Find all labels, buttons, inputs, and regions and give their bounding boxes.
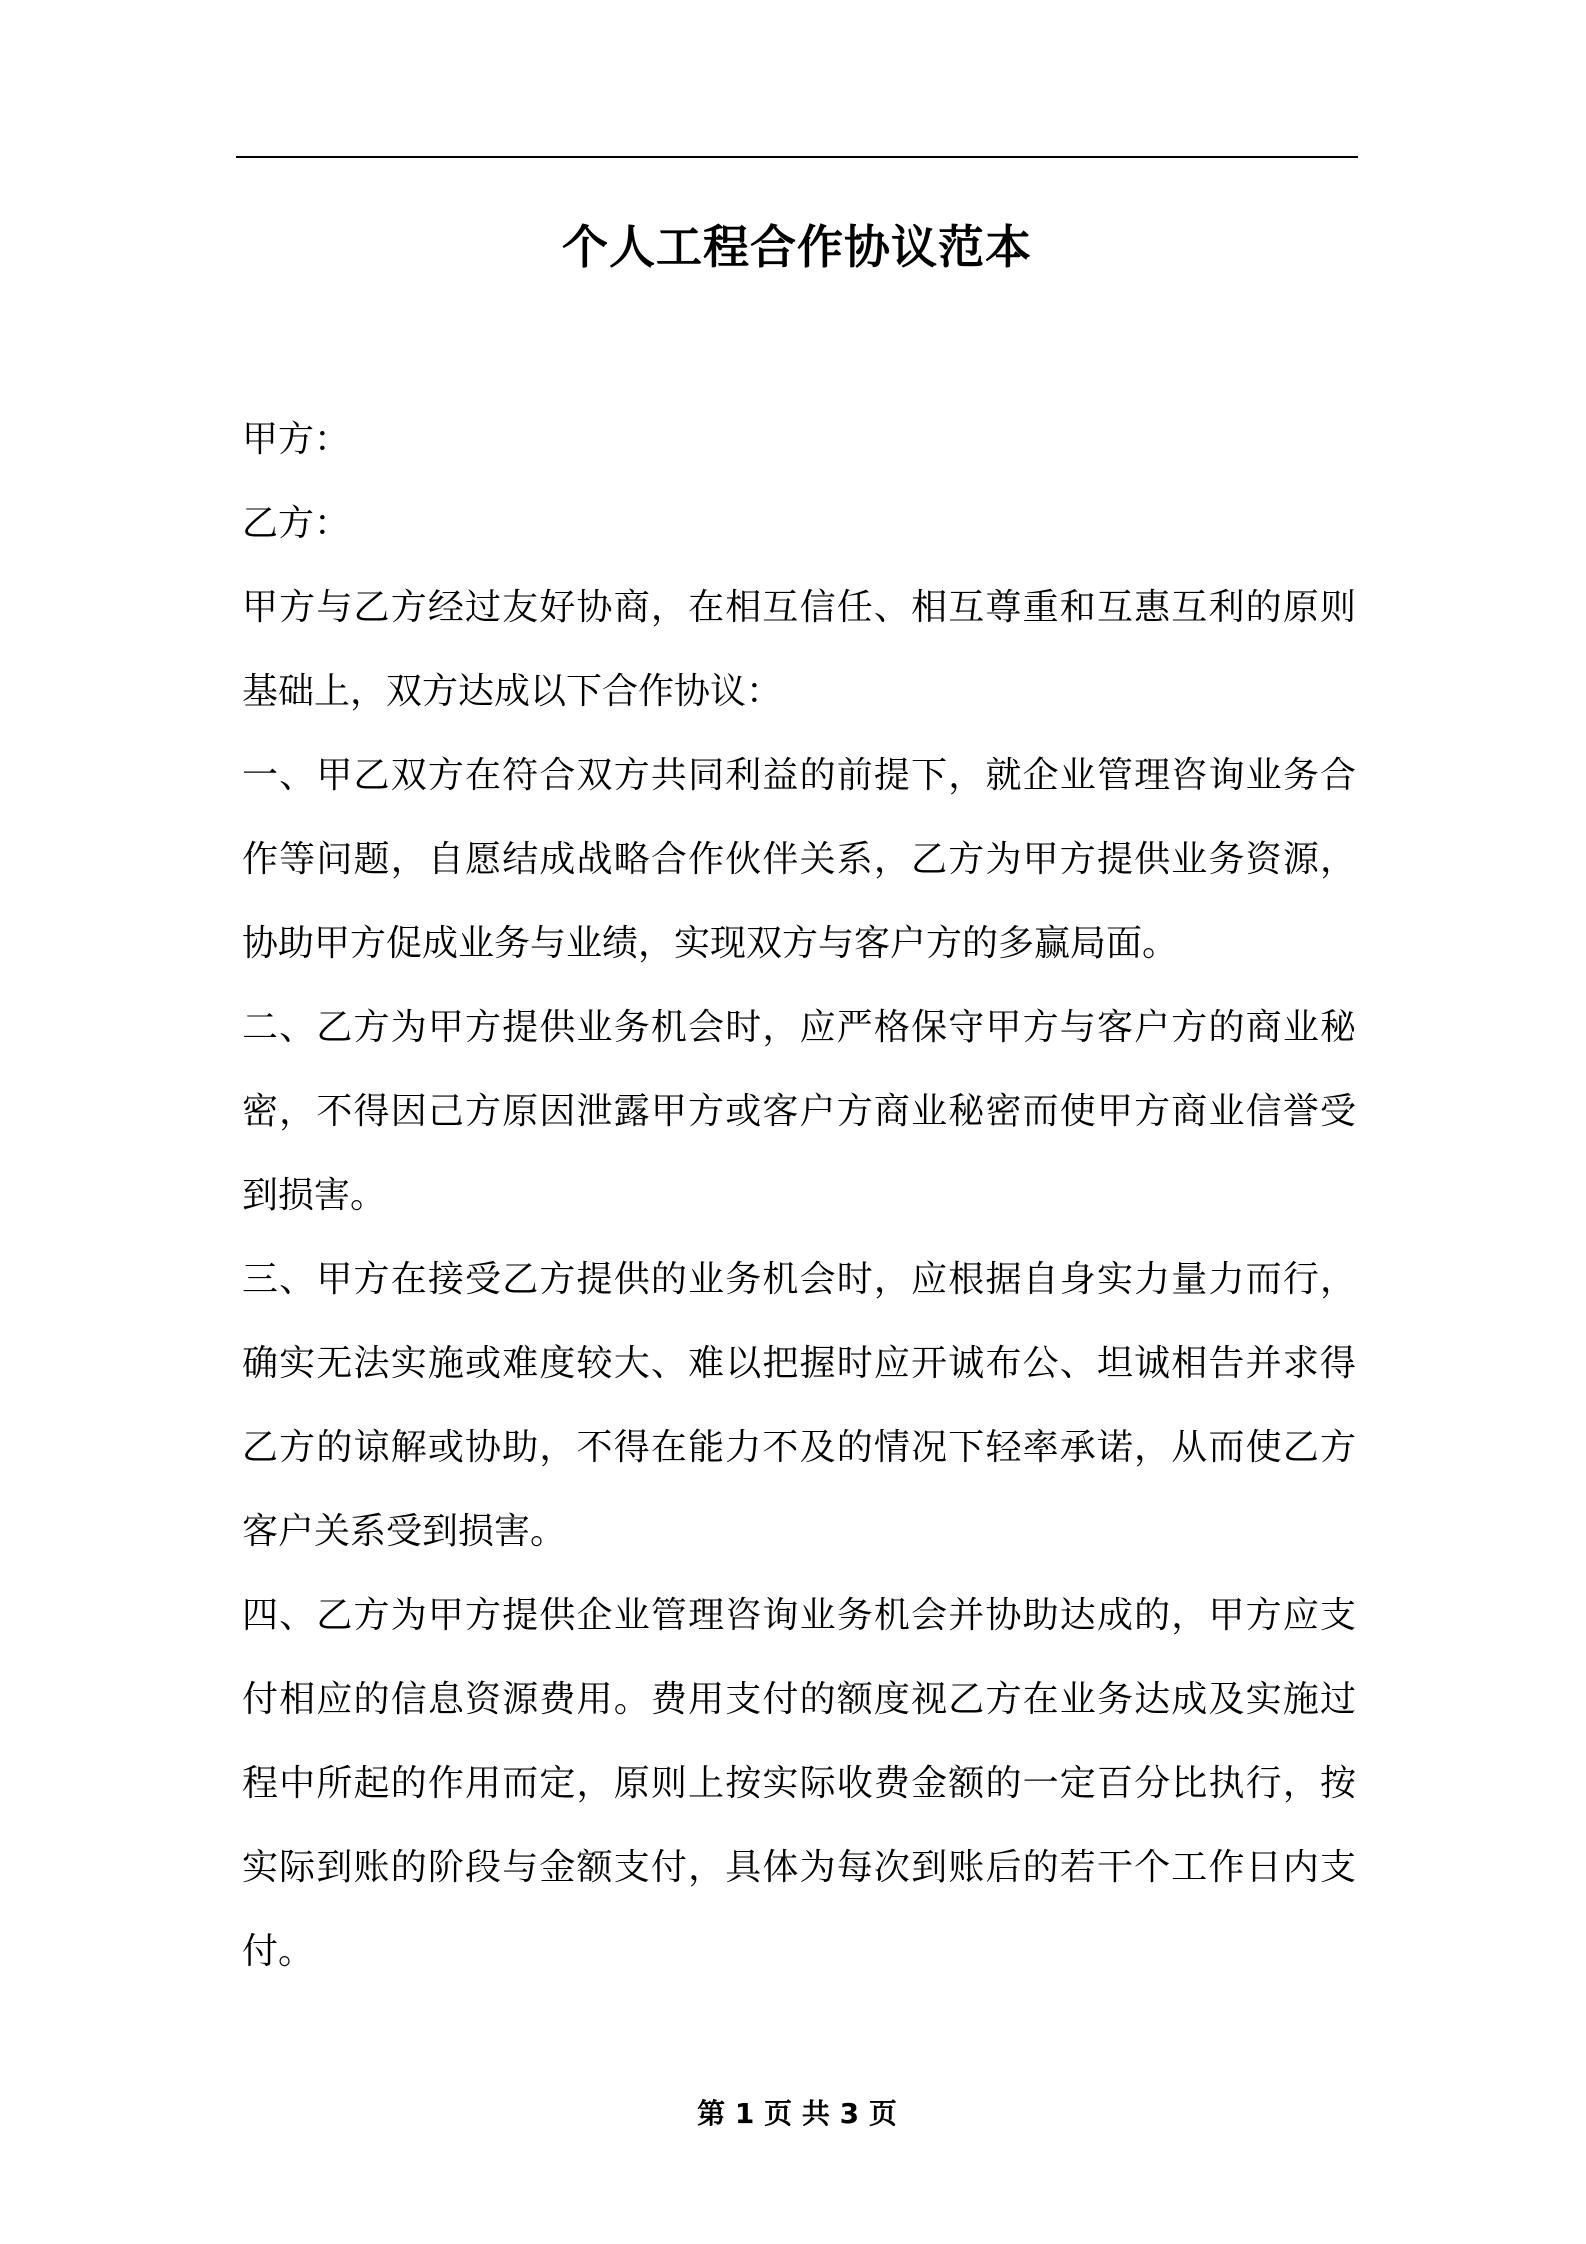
clause-1-paragraph: 一、甲乙双方在符合双方共同利益的前提下，就企业管理咨询业务合作等问题，自愿结成战略合作伙伴关系，乙方为甲方提供业务资源，协助甲方促成业务与业绩，实现双方与客户方的多赢局面。 xyxy=(242,755,1356,964)
clause-3-paragraph: 三、甲方在接受乙方提供的业务机会时，应根据自身实力量力而行，确实无法实施或难度较大、难以把握时应开诚布公、坦诚相告并求得乙方的谅解或协助，不得在能力不及的情况下轻率承诺，从而使乙方客户关系受到损害。 xyxy=(242,1259,1356,1552)
header-rule xyxy=(236,156,1358,158)
clause-4-paragraph: 四、乙方为甲方提供企业管理咨询业务机会并协助达成的，甲方应支付相应的信息资源费用。费用支付的额度视乙方在业务达成及实施过程中所起的作用而定，原则上按实际收费金额的一定百分比执行，按实际到账的阶段与金额支付，具体为每次到账后的若干个工作日内支付。 xyxy=(242,1595,1356,1972)
party-b-line: 乙方： xyxy=(242,503,351,544)
clause-2-paragraph: 二、乙方为甲方提供业务机会时，应严格保守甲方与客户方的商业秘密，不得因己方原因泄露甲方或客户方商业秘密而使甲方商业信誉受到损害。 xyxy=(242,1007,1356,1216)
preamble-paragraph: 甲方与乙方经过友好协商，在相互信任、相互尊重和互惠互利的原则基础上，双方达成以下合作协议： xyxy=(242,587,1356,712)
party-a-line: 甲方： xyxy=(242,419,351,460)
document-title: 个人工程合作协议范本 xyxy=(562,220,1032,274)
document-body xyxy=(242,398,1356,1994)
page-number-footer: 第 1 页 共 3 页 xyxy=(697,2097,897,2130)
